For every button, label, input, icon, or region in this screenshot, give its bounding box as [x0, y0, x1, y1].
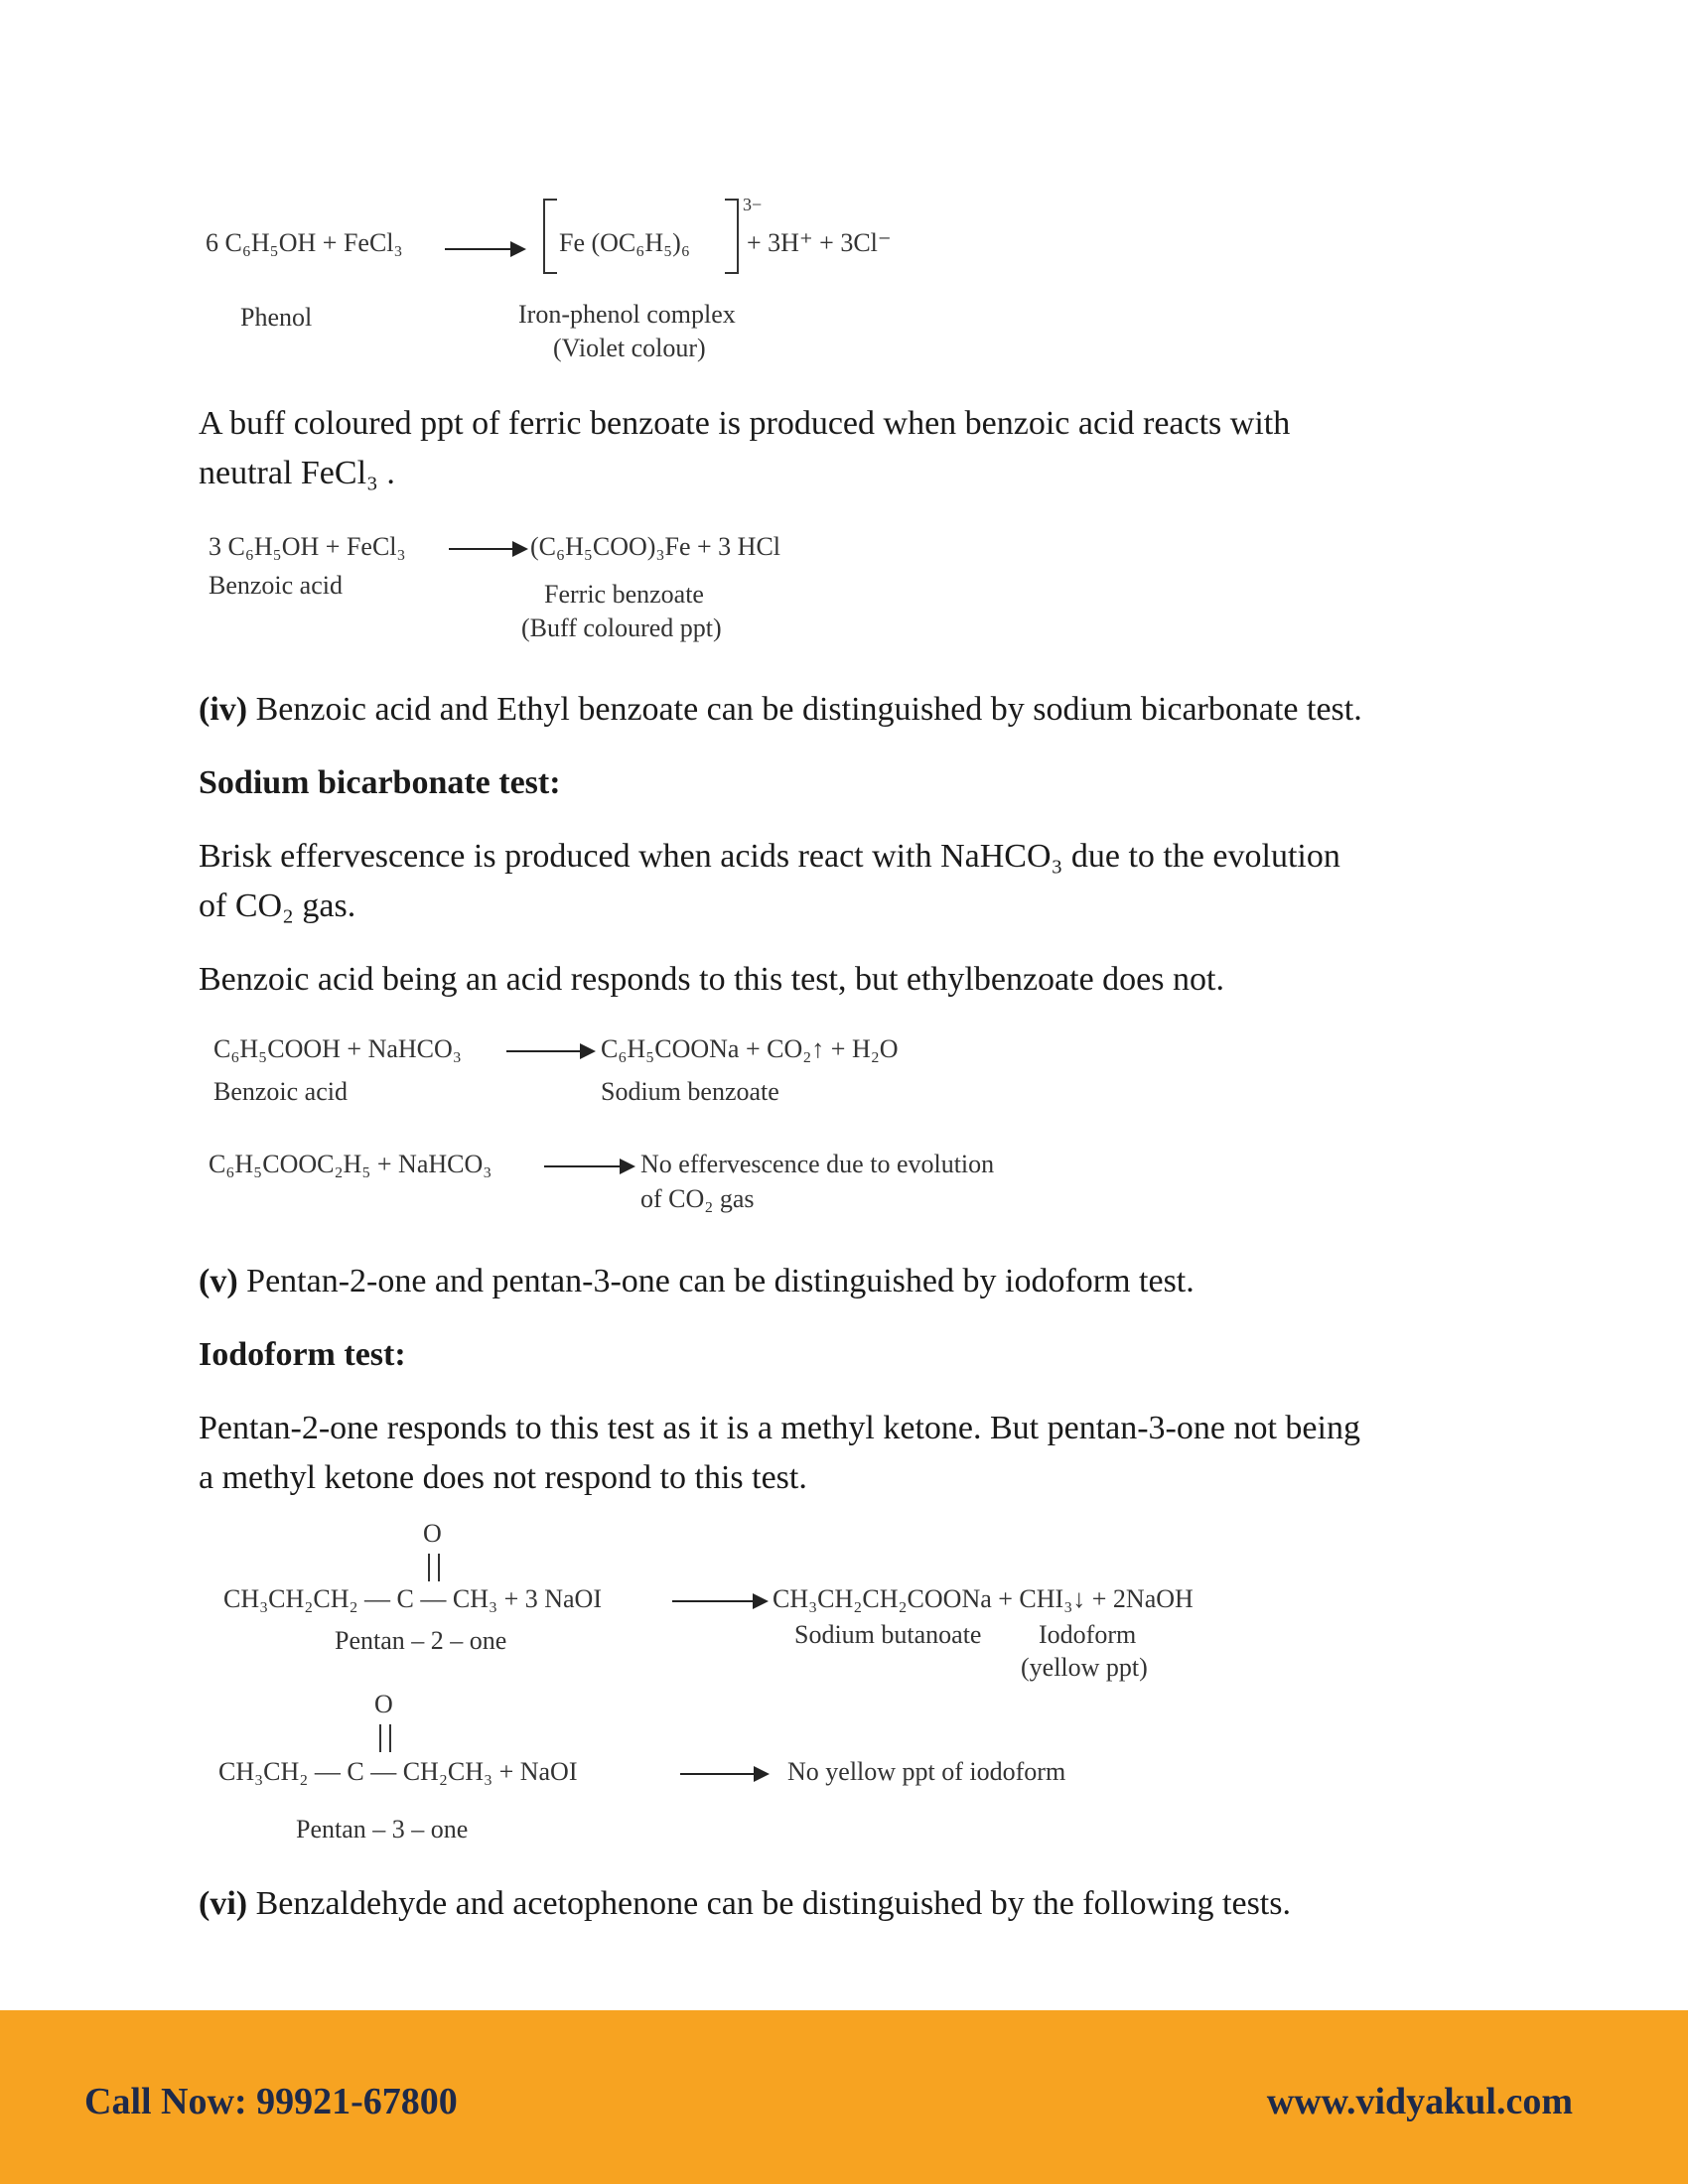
paragraph-buff-line-1: A buff coloured ppt of ferric benzoate is produced when benzoic acid reacts with	[199, 405, 1291, 442]
reaction-1-arrow	[445, 248, 524, 250]
reaction-3-arrow	[506, 1050, 594, 1052]
reaction-5-oxygen: O	[423, 1519, 442, 1548]
point-iv	[199, 685, 1362, 735]
footer-banner	[0, 2010, 1688, 2184]
reaction-6-right: No yellow ppt of iodoform	[787, 1757, 1066, 1786]
point-v-text: Pentan-2-one and pentan-3-one can be distinguished by iodoform test.	[237, 1263, 1195, 1299]
point-vi	[199, 1879, 1291, 1929]
point-iv-number: (iv)	[199, 691, 248, 728]
reaction-5-label-yellow-ppt: (yellow ppt)	[1021, 1653, 1148, 1682]
reaction-3-label-sodium-benzoate: Sodium benzoate	[601, 1077, 779, 1106]
reaction-3-left: C₆H₅COOH + NaHCO₃	[213, 1034, 462, 1063]
point-vi-number: (vi)	[199, 1885, 248, 1922]
reaction-4-arrow	[544, 1165, 633, 1167]
reaction-1-label-complex: Iron-phenol complex	[518, 300, 736, 329]
reaction-1-charge: 3−	[743, 195, 763, 214]
paragraph-buff-line-2: neutral FeCl₃ .	[199, 455, 395, 491]
reaction-1-product: Fe (OC₆H₅)₆	[559, 228, 690, 257]
reaction-5-label-pentan-2-one: Pentan – 2 – one	[335, 1626, 507, 1655]
reaction-4-left: C₆H₅COOC₂H₅ + NaHCO₃	[209, 1150, 492, 1178]
reaction-6-double-bond	[379, 1724, 391, 1752]
point-v	[199, 1257, 1195, 1306]
reaction-2-label-buff: (Buff coloured ppt)	[521, 614, 722, 642]
reaction-2-label-ferric: Ferric benzoate	[544, 580, 704, 609]
reaction-1-bracket-right	[725, 199, 739, 274]
point-vi-text: Benzaldehyde and acetophenone can be distinguished by the following tests.	[247, 1885, 1291, 1922]
reaction-1-rest: + 3H⁺ + 3Cl⁻	[747, 228, 892, 257]
reaction-2-left: 3 C₆H₅OH + FeCl₃	[209, 532, 406, 561]
reaction-3-label-benzoic: Benzoic acid	[213, 1077, 348, 1106]
reaction-5-right: CH₃CH₂CH₂COONa + CHI₃↓ + 2NaOH	[773, 1584, 1194, 1613]
reaction-5-left: CH₃CH₂CH₂ — C — CH₃ + 3 NaOI	[223, 1584, 602, 1613]
reaction-3-right: C₆H₅COONa + CO₂↑ + H₂O	[601, 1034, 899, 1063]
reaction-5-label-iodoform: Iodoform	[1039, 1620, 1137, 1649]
footer-call-now[interactable]: Call Now: 99921-67800	[84, 2081, 458, 2122]
heading-sodium-bicarbonate: Sodium bicarbonate test:	[199, 764, 561, 801]
paragraph-methyl-ketone-line-1: Pentan-2-one responds to this test as it is a methyl ketone. But pentan-3-one not being	[199, 1410, 1360, 1446]
reaction-5-arrow	[672, 1600, 767, 1602]
reaction-6-label-pentan-3-one: Pentan – 3 – one	[296, 1815, 469, 1843]
reaction-1-label-phenol: Phenol	[240, 303, 313, 332]
reaction-5-double-bond	[428, 1554, 440, 1581]
reaction-6-oxygen: O	[374, 1690, 393, 1718]
point-v-number: (v)	[199, 1263, 238, 1299]
reaction-1-bracket-left	[543, 199, 557, 274]
reaction-2-right: (C₆H₅COO)₃Fe + 3 HCl	[530, 532, 781, 561]
paragraph-effervescence-line-2: of CO₂ gas.	[199, 887, 356, 924]
reaction-6-arrow	[680, 1773, 768, 1775]
reaction-5-label-sodium-butanoate: Sodium butanoate	[794, 1620, 982, 1649]
reaction-1-label-violet: (Violet colour)	[553, 334, 706, 362]
reaction-2-arrow	[449, 548, 526, 550]
reaction-4-right-line-1: No effervescence due to evolution	[640, 1150, 995, 1178]
reaction-1-left: 6 C₆H₅OH + FeCl₃	[206, 228, 403, 257]
footer-website-link[interactable]: www.vidyakul.com	[1266, 2081, 1573, 2122]
paragraph-methyl-ketone-line-2: a methyl ketone does not respond to this test.	[199, 1459, 807, 1496]
reaction-2-label-benzoic: Benzoic acid	[209, 571, 343, 600]
paragraph-benzoic-responds: Benzoic acid being an acid responds to this test, but ethylbenzoate does not.	[199, 961, 1224, 998]
point-iv-text: Benzoic acid and Ethyl benzoate can be distinguished by sodium bicarbonate test.	[247, 691, 1362, 728]
reaction-4-right-line-2: of CO₂ gas	[640, 1184, 755, 1213]
reaction-6-left: CH₃CH₂ — C — CH₂CH₃ + NaOI	[218, 1757, 578, 1786]
heading-iodoform: Iodoform test:	[199, 1336, 406, 1373]
paragraph-effervescence-line-1: Brisk effervescence is produced when acids react with NaHCO₃ due to the evolution	[199, 838, 1340, 875]
